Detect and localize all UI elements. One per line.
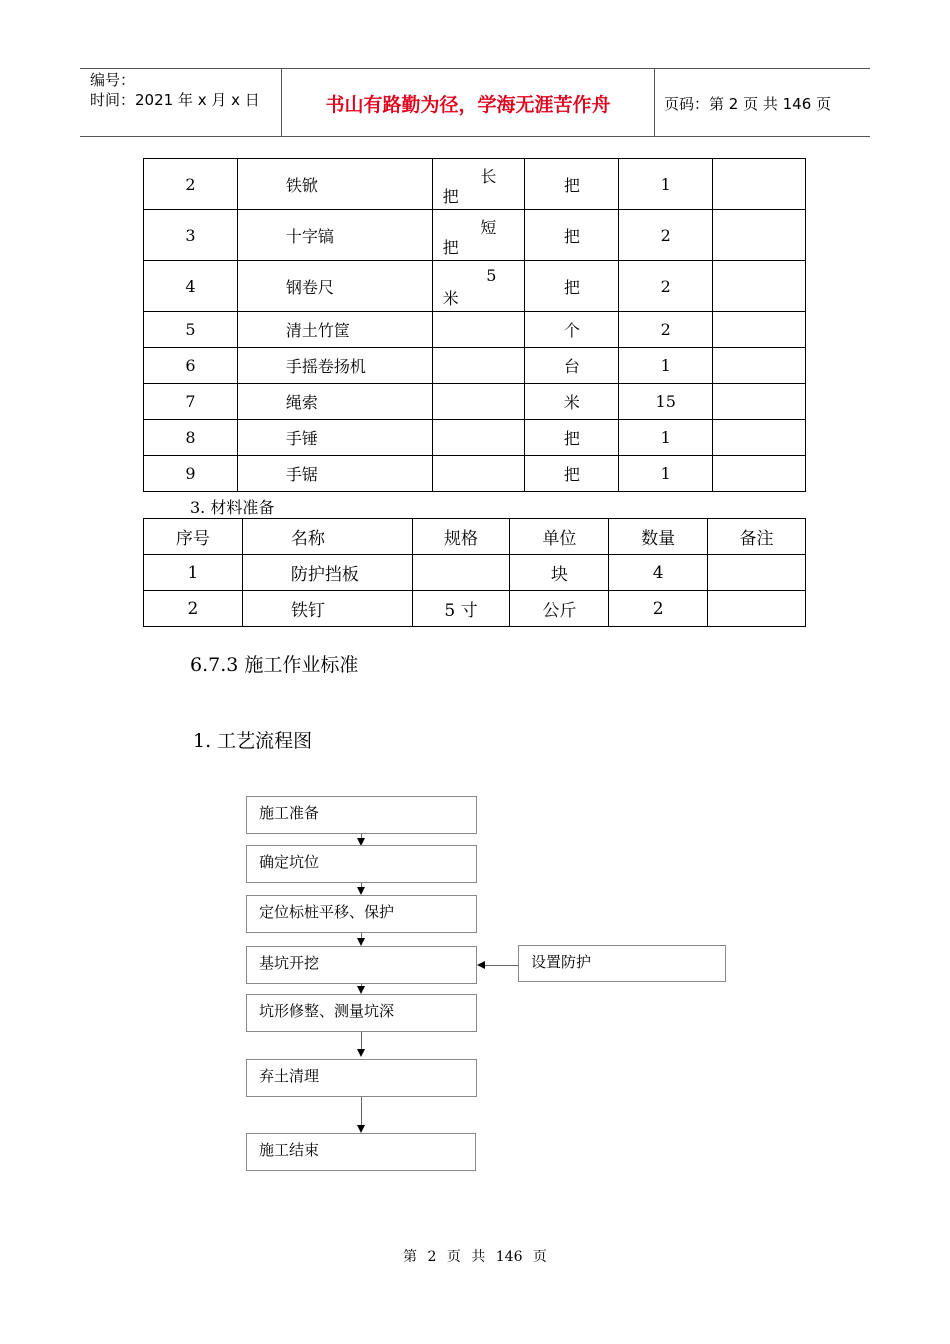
- header-page-info: 页码：第 2 页 共 146 页: [664, 95, 832, 113]
- row-no: 4: [144, 261, 238, 312]
- section-heading: 6.7.3 施工作业标准: [190, 654, 359, 676]
- row-unit: 把: [525, 210, 619, 261]
- page-footer: 第 2 页 共 146 页: [403, 1249, 547, 1265]
- row-name: 铁钉: [242, 591, 412, 627]
- row-spec: [432, 159, 525, 210]
- flow-step: 定位标桩平移、保护: [246, 895, 477, 933]
- col-header: 规格: [412, 519, 510, 555]
- row-spec: [432, 456, 525, 492]
- header-time-label: 时间：2021 年 x 月 x 日: [90, 91, 260, 109]
- flow-step: 施工准备: [246, 796, 477, 834]
- row-name: 绳索: [237, 384, 432, 420]
- row-qty: 1: [619, 348, 713, 384]
- row-qty: 4: [609, 555, 708, 591]
- row-spec: [432, 420, 525, 456]
- row-no: 8: [144, 420, 238, 456]
- row-name: 手锤: [237, 420, 432, 456]
- row-spec: [432, 312, 525, 348]
- row-name: 清土竹筐: [237, 312, 432, 348]
- arrow-down-icon: [357, 887, 365, 895]
- table-row: [144, 312, 806, 348]
- row-no: 1: [144, 555, 243, 591]
- row-no: 5: [144, 312, 238, 348]
- row-note: [708, 555, 806, 591]
- table-row: [144, 159, 806, 210]
- header-meta: [90, 70, 260, 110]
- materials-title: 3. 材料准备: [190, 498, 275, 517]
- row-qty: 2: [619, 261, 713, 312]
- materials-table: [143, 518, 806, 627]
- row-unit: 块: [510, 555, 609, 591]
- table-row: [144, 210, 806, 261]
- header-bottom-rule: [80, 136, 870, 137]
- table-row: [144, 384, 806, 420]
- row-note: [713, 261, 806, 312]
- row-note: [708, 591, 806, 627]
- arrow-down-icon: [357, 1125, 365, 1133]
- col-header: 序号: [144, 519, 243, 555]
- table-header-row: [144, 519, 806, 555]
- row-qty: 2: [619, 312, 713, 348]
- flow-step: 施工结束: [246, 1133, 476, 1171]
- flow-step: 弃土清理: [246, 1059, 477, 1097]
- spec-top: 5: [486, 266, 497, 285]
- col-header: 数量: [609, 519, 708, 555]
- row-no: 6: [144, 348, 238, 384]
- row-note: [713, 312, 806, 348]
- table-row: [144, 456, 806, 492]
- row-spec: [412, 555, 510, 591]
- arrow-left-icon: [477, 961, 485, 969]
- row-no: 2: [144, 159, 238, 210]
- flow-step: 确定坑位: [246, 845, 477, 883]
- header-motto: 书山有路勤为径，学海无涯苦作舟: [325, 94, 611, 116]
- table-row: [144, 555, 806, 591]
- row-name: 十字镐: [237, 210, 432, 261]
- flow-connector: [361, 1097, 362, 1125]
- spec-bottom: 米: [442, 289, 459, 308]
- row-unit: 米: [525, 384, 619, 420]
- spec-bottom: 把: [442, 187, 459, 206]
- row-qty: 1: [619, 420, 713, 456]
- header-divider: [654, 69, 655, 136]
- row-no: 9: [144, 456, 238, 492]
- row-spec: [432, 348, 525, 384]
- row-qty: 15: [619, 384, 713, 420]
- row-qty: 2: [619, 210, 713, 261]
- row-no: 2: [144, 591, 243, 627]
- col-header: 名称: [242, 519, 412, 555]
- row-unit: 个: [525, 312, 619, 348]
- row-no: 7: [144, 384, 238, 420]
- row-name: 防护挡板: [242, 555, 412, 591]
- spec-top: 短: [480, 218, 497, 237]
- row-qty: 1: [619, 159, 713, 210]
- row-spec: [432, 261, 525, 312]
- row-qty: 1: [619, 456, 713, 492]
- row-note: [713, 348, 806, 384]
- row-unit: 公斤: [510, 591, 609, 627]
- flow-connector: [361, 1032, 362, 1049]
- row-spec: 5 寸: [412, 591, 510, 627]
- flow-connector: [484, 965, 518, 966]
- arrow-down-icon: [357, 986, 365, 994]
- row-note: [713, 456, 806, 492]
- row-unit: 把: [525, 159, 619, 210]
- row-note: [713, 159, 806, 210]
- row-name: 铁锨: [237, 159, 432, 210]
- table-row: [144, 348, 806, 384]
- section-subheading: 1. 工艺流程图: [193, 730, 313, 752]
- header-top-rule: [80, 68, 870, 69]
- row-no: 3: [144, 210, 238, 261]
- row-unit: 把: [525, 456, 619, 492]
- row-note: [713, 384, 806, 420]
- table-row: [144, 261, 806, 312]
- row-unit: 把: [525, 261, 619, 312]
- flow-step: 坑形修整、测量坑深: [246, 994, 477, 1032]
- arrow-down-icon: [357, 1049, 365, 1057]
- spec-bottom: 把: [442, 238, 459, 257]
- row-name: 手锯: [237, 456, 432, 492]
- spec-top: 长: [480, 167, 497, 186]
- table-row: [144, 591, 806, 627]
- table-row: [144, 420, 806, 456]
- row-spec: [432, 384, 525, 420]
- row-unit: 把: [525, 420, 619, 456]
- col-header: 备注: [708, 519, 806, 555]
- row-unit: 台: [525, 348, 619, 384]
- row-note: [713, 210, 806, 261]
- flow-side-step: 设置防护: [518, 945, 726, 982]
- row-name: 手摇卷扬机: [237, 348, 432, 384]
- row-qty: 2: [609, 591, 708, 627]
- arrow-down-icon: [357, 938, 365, 946]
- row-note: [713, 420, 806, 456]
- row-name: 钢卷尺: [237, 261, 432, 312]
- flow-step: 基坑开挖: [246, 946, 477, 984]
- header-code-label: 编号：: [90, 71, 136, 89]
- col-header: 单位: [510, 519, 609, 555]
- tools-table: [143, 158, 806, 492]
- row-spec: [432, 210, 525, 261]
